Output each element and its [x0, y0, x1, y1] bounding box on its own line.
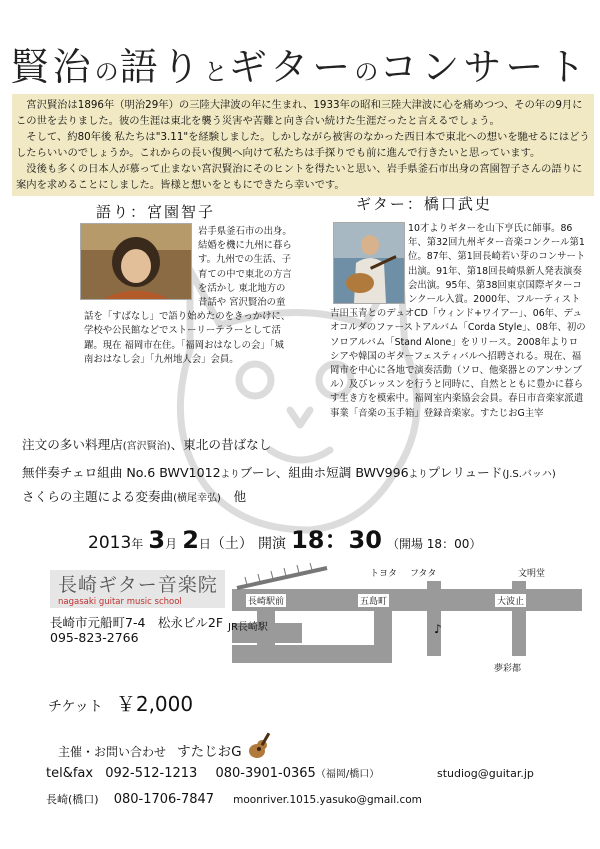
title-part: と: [203, 58, 229, 86]
tel-number: 092-512-1213: [105, 766, 198, 781]
title-part: 賢治: [10, 45, 95, 89]
nagasaki-label: 長崎(橋口): [46, 793, 99, 806]
program-work: さくらの主題による変奏曲: [22, 489, 174, 504]
program-work: プレリュード: [427, 465, 503, 480]
tel-number: 080-1706-7847: [113, 792, 215, 807]
guitar-logo-icon: [246, 730, 278, 760]
access-map: [228, 563, 582, 683]
telfax-label: tel&fax: [46, 766, 94, 781]
title-part: の: [354, 58, 380, 86]
program-work: 注文の多い料理店: [22, 437, 123, 452]
date-unit: 月: [165, 537, 178, 551]
date-unit: 日: [198, 537, 211, 551]
venue-logo: [50, 570, 225, 608]
program-line-2: [22, 462, 556, 481]
venue-name-en: nagasaki guitar music school: [58, 597, 182, 607]
program-work: ブーレ、組曲ホ短調 BWV996: [239, 465, 409, 480]
organizer-label: 主催・お問い合わせ: [58, 745, 167, 759]
email-address: studiog@guitar.jp: [437, 767, 534, 780]
program-line-1: [22, 434, 271, 453]
organizer: [58, 740, 242, 760]
map-label-ohato: 大波止: [495, 594, 526, 607]
concert-datetime: [88, 520, 481, 555]
tel-number: 080-3901-0365: [215, 766, 316, 781]
title-part: 語り: [119, 45, 204, 89]
program-line-3: [22, 486, 246, 505]
date-month: 3: [148, 526, 166, 554]
narrator-bio-text: 岩手県釜石市の出身。結婚を機に九州に暮らす。九州での生活、子育ての中で東北の方言を活かし 東北地方の昔話や 宮沢賢治の童話を「すばなし」で語り始めたのをきっかけに、学校や公民館などでストーリーテラーとして活躍。現在 福岡市在住。「福岡おはなしの会」「城南おはなし会」「九州地人会」会員。: [84, 226, 292, 365]
start-time: 18：30: [291, 526, 382, 554]
guitarist-bio-text: 10才よりギターを山下亨氏に師事。86年、第32回九州ギター音楽コンクール第1位。87年、第1回長崎若い芽のコンサート出演。91年、第18回長崎県新人発表演奏会出演。95年、第38回東京国際ギターコンクール入賞。2000年、フルーティスト吉田玉青とのデュオCD「ウィンド+ワイアー」、06年、デュオコルダのファーストアルバム「Corda Style」、08年、初のソロアルバム「Stand Alone」をリリース。2008年よりロシアや韓国のギターフェスティバルへ招聘される。現在、福岡市を中心に各地で演奏活動（ソロ、他楽器とのアンサンブル）及びレッスンを行うと同時に、自然とともに豊かに暮らす生き方を模索中。福岡室内楽協会会員。春日市音楽家派遣事業「音楽の玉手箱」登録音楽家。すたじおG主宰: [330, 223, 586, 419]
venue-phone: 095-823-2766: [50, 630, 139, 645]
open-time: （開場 18：00）: [386, 537, 482, 551]
title-part: コンサート: [379, 45, 590, 89]
ticket-label: チケット: [48, 699, 103, 715]
tel-note: （福岡/橋口）: [315, 769, 380, 780]
ticket-info: [48, 688, 193, 717]
start-label: 開演: [258, 536, 286, 552]
program-text: より: [220, 469, 240, 480]
narrator-bio: [84, 225, 292, 375]
date-weekday: （土）: [210, 536, 253, 552]
page-title: [0, 36, 600, 91]
date-day: 2: [182, 526, 199, 554]
map-roads: [232, 563, 582, 683]
map-label-station-front: 長崎駅前: [246, 594, 286, 607]
intro-paragraph: 宮沢賢治は1896年（明治29年）の三陸大津波の年に生まれ、1933年の昭和三陸大津波に心を痛めつつ、その年の9月にこの世を去りました。彼の生涯は東北を襲う災害や苦難と向き合い続けた生涯だったと言えるでしょう。: [16, 99, 583, 127]
map-label-yumesaito: 夢彩都: [494, 664, 522, 674]
music-note-icon: ♪: [434, 622, 442, 636]
email-address: moonriver.1015.yasuko@gmail.com: [233, 794, 422, 806]
contact-line-1: [46, 765, 379, 781]
narrator-heading: 語り：宮園智子: [96, 203, 216, 221]
guitarist-bio: [330, 222, 587, 422]
title-part: の: [94, 58, 120, 86]
title-part: ギター: [228, 45, 355, 89]
program-composer: (宮沢賢治): [122, 441, 171, 452]
intro-paragraph: 没後も多くの日本人が慕って止まない宮沢賢治にそのヒントを得たいと思い、岩手県釜石市出身の宮園智子さんの語りに案内を求めることにしました。皆様と想いをともにできたら幸いです。: [16, 163, 583, 191]
guitarist-heading: ギター：橋口武史: [356, 195, 492, 213]
organizer-name: すたじおG: [177, 744, 242, 760]
map-label-gotomachi: 五島町: [358, 594, 389, 607]
venue-address: 長崎市元船町7-4 松永ビル2F: [50, 615, 224, 630]
program-text: 他: [233, 489, 247, 504]
intro-box: [12, 94, 594, 196]
intro-paragraph: そして、約80年後 私たちは"3.11"を経験しました。しかしながら被害のなかった西日本で東北への想いを馳せるにはどうしたらいいのでしょうか。これからの長い復興へ向けて私たちは手探りでも前に進んで行きたいと思っています。: [16, 131, 590, 159]
map-label-futata: フタタ: [410, 569, 437, 579]
program-text: より: [408, 469, 428, 480]
program-composer: (横尾幸弘): [173, 493, 221, 504]
program-work: 、東北の昔ばなし: [170, 437, 272, 452]
map-label-jr-station: JR長崎駅: [228, 622, 268, 633]
contact-line-2: [46, 788, 422, 807]
map-label-toyota: トヨタ: [370, 569, 398, 579]
program-work: 無伴奏チェロ組曲 No.6 BWV1012: [22, 465, 221, 480]
venue-name: 長崎ギター音楽院: [58, 574, 218, 596]
date-unit: 年: [131, 537, 144, 551]
map-label-bunmeido: 文明堂: [518, 569, 546, 579]
date-year: 2013: [88, 533, 132, 553]
ticket-price: ￥2,000: [115, 692, 194, 716]
program-composer: (J.S.バッハ): [502, 469, 556, 480]
